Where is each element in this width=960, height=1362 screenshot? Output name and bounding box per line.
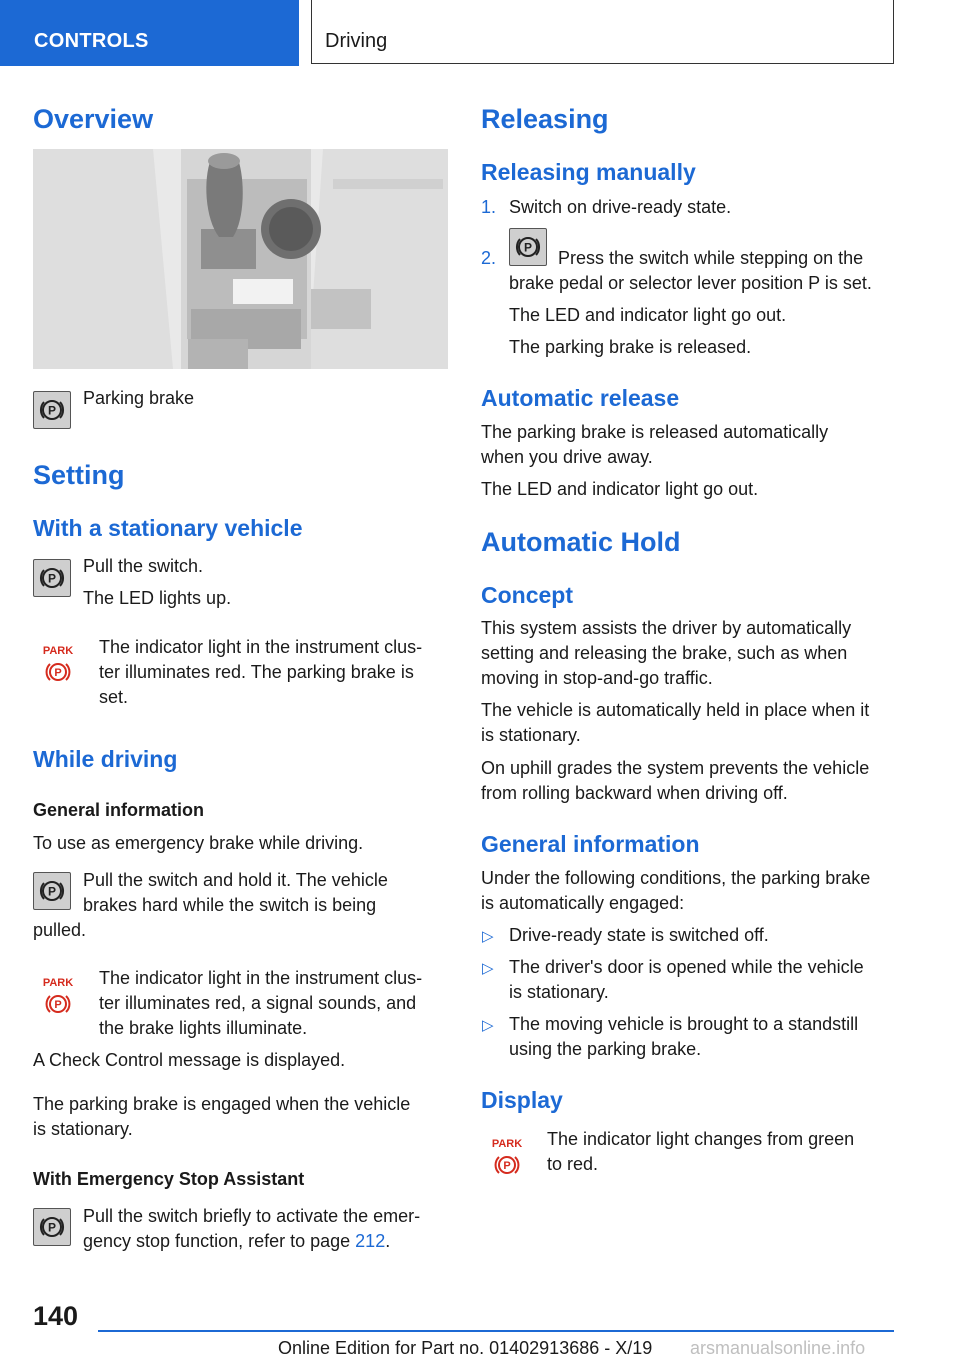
paragraph: when you drive away. <box>481 447 653 467</box>
paragraph: On uphill grades the system prevents the vehicle <box>481 758 870 778</box>
svg-text:PARK: PARK <box>491 1138 523 1150</box>
paragraph: is automatically engaged: <box>481 893 685 913</box>
list-item: using the parking brake. <box>509 1039 702 1059</box>
park-indicator-icon <box>487 1136 527 1180</box>
park-indicator-icon <box>38 643 78 687</box>
paragraph: setting and releasing the brake, such as when <box>481 643 848 663</box>
bullet-triangle-icon: ▷ <box>482 1017 494 1034</box>
parking-brake-icon <box>33 391 71 429</box>
paragraph: The parking brake is released. <box>509 337 752 357</box>
watermark: arsmanualsonline.info <box>690 1338 866 1358</box>
paragraph: The LED lights up. <box>83 588 232 608</box>
list-item: is stationary. <box>509 982 609 1002</box>
svg-text:P: P <box>47 403 57 418</box>
section-tab <box>0 0 299 66</box>
page-link[interactable]: 212 <box>355 1231 386 1251</box>
overview-heading: Overview <box>33 104 154 134</box>
while-driving-heading: While driving <box>33 746 178 772</box>
step-text: Switch on drive-ready state. <box>509 197 732 217</box>
automatic-hold-heading: Automatic Hold <box>481 527 681 557</box>
paragraph: to red. <box>547 1154 599 1174</box>
parking-brake-icon <box>509 228 547 266</box>
section-title: CONTROLS <box>34 30 149 52</box>
paragraph: is stationary. <box>481 725 581 745</box>
bullet-triangle-icon: ▷ <box>482 960 494 977</box>
parking-brake-icon <box>33 559 71 597</box>
svg-text:P: P <box>47 884 57 899</box>
svg-text:P: P <box>47 1220 57 1235</box>
paragraph: Pull the switch briefly to activate the emer‐ <box>83 1206 421 1226</box>
page-number: 140 <box>33 1301 79 1331</box>
paragraph: This system assists the driver by automatically <box>481 618 852 638</box>
paragraph: brakes hard while the switch is being <box>83 895 377 915</box>
svg-text:PARK: PARK <box>42 645 74 657</box>
svg-text:P: P <box>503 1160 511 1172</box>
paragraph: Pull the switch. <box>83 556 204 576</box>
releasing-manually-heading: Releasing manually <box>481 159 696 185</box>
svg-text:P: P <box>54 667 62 679</box>
paragraph: To use as emergency brake while driving. <box>33 833 364 853</box>
park-indicator-icon <box>38 975 78 1019</box>
paragraph: is stationary. <box>33 1119 133 1139</box>
parking-brake-label: Parking brake <box>83 388 195 408</box>
svg-text:P: P <box>523 240 533 255</box>
svg-text:PARK: PARK <box>42 977 74 989</box>
step-number: 2. <box>481 248 497 268</box>
concept-heading: Concept <box>481 582 573 608</box>
paragraph: The indicator light in the instrument clus‐ <box>99 968 423 988</box>
chapter-tab <box>311 0 894 64</box>
general-information-subheading: General information <box>33 800 205 820</box>
step-text: brake pedal or selector lever position P is set. <box>509 273 872 293</box>
list-item: The driver's door is opened while the vehicle <box>509 957 864 977</box>
step-number: 1. <box>481 197 497 217</box>
paragraph: ter illuminates red, a signal sounds, and <box>99 993 417 1013</box>
paragraph: moving in stop-and-go traffic. <box>481 668 713 688</box>
paragraph: The vehicle is automatically held in place when it <box>481 700 870 720</box>
general-information-heading: General information <box>481 831 700 857</box>
paragraph: Under the following conditions, the parking brake <box>481 868 871 888</box>
paragraph: ter illuminates red. The parking brake is <box>99 662 414 682</box>
step-text: Press the switch while stepping on the <box>558 248 864 268</box>
display-heading: Display <box>481 1087 563 1113</box>
releasing-heading: Releasing <box>481 104 609 134</box>
chapter-title: Driving <box>325 30 388 52</box>
parking-brake-icon <box>33 1208 71 1246</box>
text: gency stop function, refer to page <box>83 1231 356 1251</box>
svg-text:P: P <box>47 571 57 586</box>
paragraph: the brake lights illuminate. <box>99 1018 308 1038</box>
edition-text: Online Edition for Part no. 01402913686 - X/19 <box>278 1338 653 1358</box>
paragraph: from rolling backward when driving off. <box>481 783 788 803</box>
paragraph: Pull the switch and hold it. The vehicle <box>83 870 388 890</box>
footer-divider <box>98 1330 894 1332</box>
automatic-release-heading: Automatic release <box>481 385 680 411</box>
list-item: The moving vehicle is brought to a standstill <box>509 1014 859 1034</box>
text: . <box>385 1231 391 1251</box>
paragraph: pulled. <box>33 920 87 940</box>
paragraph: The indicator light changes from green <box>547 1129 855 1149</box>
setting-heading: Setting <box>33 460 125 490</box>
paragraph <box>83 1229 390 1254</box>
paragraph: The indicator light in the instrument clus‐ <box>99 637 423 657</box>
emergency-stop-subheading: With Emergency Stop Assistant <box>33 1169 305 1189</box>
paragraph: The LED and indicator light go out. <box>509 305 787 325</box>
paragraph: The parking brake is engaged when the vehicle <box>33 1094 411 1114</box>
list-item: Drive-ready state is switched off. <box>509 925 769 945</box>
svg-text:P: P <box>54 999 62 1011</box>
paragraph: set. <box>99 687 129 707</box>
paragraph: A Check Control message is displayed. <box>33 1050 346 1070</box>
paragraph: The parking brake is released automatically <box>481 422 829 442</box>
stationary-heading: With a stationary vehicle <box>33 515 303 541</box>
paragraph: The LED and indicator light go out. <box>481 479 759 499</box>
parking-brake-icon <box>33 872 71 910</box>
center-console-photo <box>33 149 448 369</box>
bullet-triangle-icon: ▷ <box>482 928 494 945</box>
